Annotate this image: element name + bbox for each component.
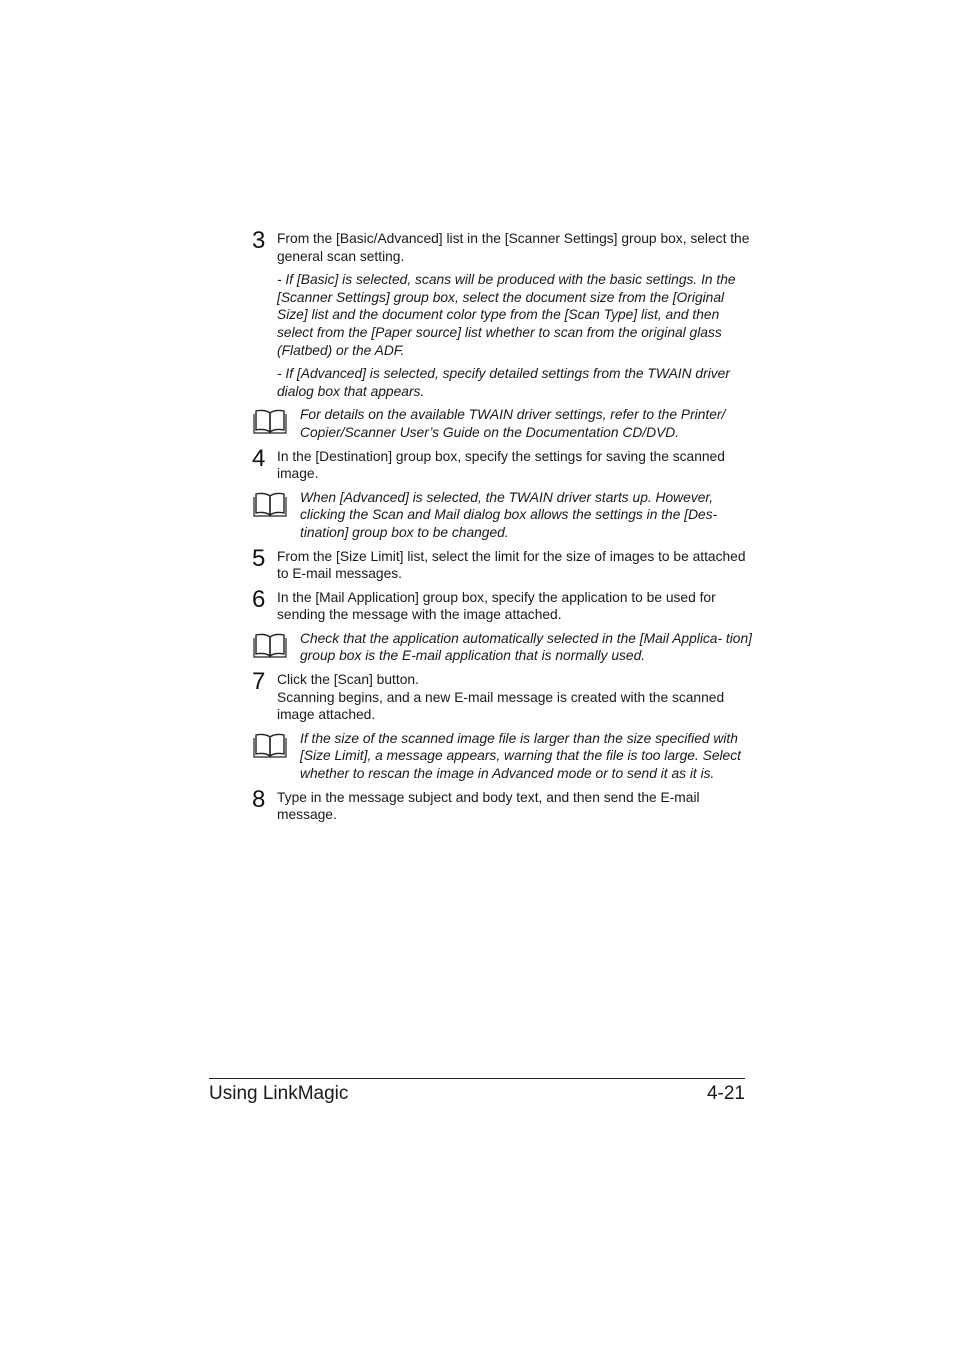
note-text: Check that the application automatically selected in the [Mail Applica- tion] group box is the E-mail application that is normally used. <box>300 630 752 664</box>
book-icon <box>252 630 300 658</box>
step-text: From the [Size Limit] list, select the limit for the size of images to be attached to E-mail messages. <box>277 548 746 582</box>
note-text: For details on the available TWAIN driver settings, refer to the Printer/ Copier/Scanner User’s Guide on the Documentation CD/DVD. <box>300 407 726 440</box>
note <box>252 489 752 542</box>
steps-content <box>252 227 752 830</box>
step-text: Click the [Scan] button. <box>277 672 419 688</box>
footer-page-number: 4-21 <box>706 1083 745 1104</box>
step-3 <box>252 227 752 400</box>
note <box>252 630 752 665</box>
step-body <box>277 548 752 583</box>
step-number: 4 <box>252 444 266 472</box>
step-text: In the [Destination] group box, specify the settings for saving the scanned image. <box>277 448 725 482</box>
footer-section-title: Using LinkMagic <box>209 1083 349 1104</box>
step-text-result: Scanning begins, and a new E-mail message is created with the scanned image attached. <box>277 689 725 723</box>
book-icon <box>252 730 300 758</box>
step-body <box>277 448 752 483</box>
step-6 <box>252 585 752 624</box>
step-number: 7 <box>252 668 266 696</box>
step-5 <box>252 544 752 583</box>
step-text: Type in the message subject and body text, and then send the E-mail message. <box>277 789 700 823</box>
footer-divider <box>209 1078 745 1079</box>
step-subtext: - If [Advanced] is selected, specify detailed settings from the TWAIN driver dialog box that appears. <box>277 366 730 399</box>
step-text: In the [Mail Application] group box, specify the application to be used for sending the message with the image attached. <box>277 589 716 623</box>
step-number: 5 <box>252 544 266 572</box>
step-text: From the [Basic/Advanced] list in the [Scanner Settings] group box, select the general scan setting. <box>277 231 750 264</box>
note-text: If the size of the scanned image file is larger than the size specified with [Size Limit], a message appears, warning that the file is too large. Select whether to rescan the image in Advanced mode or to send it as it is. <box>300 730 741 782</box>
step-body <box>277 671 752 724</box>
note <box>252 730 752 783</box>
note <box>252 406 752 441</box>
step-body <box>277 789 752 824</box>
book-icon <box>252 406 300 434</box>
step-number: 6 <box>252 585 266 613</box>
step-8 <box>252 785 752 824</box>
note-text: When [Advanced] is selected, the TWAIN driver starts up. However, clicking the Scan and Mail dialog box allows the settings in the [Des- tination] group box to be changed. <box>300 489 718 540</box>
step-subtext: - If [Basic] is selected, scans will be produced with the basic settings. In the [Scanner Settings] group box, select the document size from the [Original Size] list and the document color type from the [Scan Type] list, and then select from the [Paper source] list whether to scan from the original glass (Flatbed) or the ADF. <box>277 272 736 358</box>
book-icon <box>252 489 300 517</box>
step-number: 3 <box>252 227 266 254</box>
step-4 <box>252 444 752 483</box>
step-number: 8 <box>252 785 266 813</box>
step-7 <box>252 668 752 724</box>
step-body <box>277 589 752 624</box>
step-body <box>277 230 752 400</box>
